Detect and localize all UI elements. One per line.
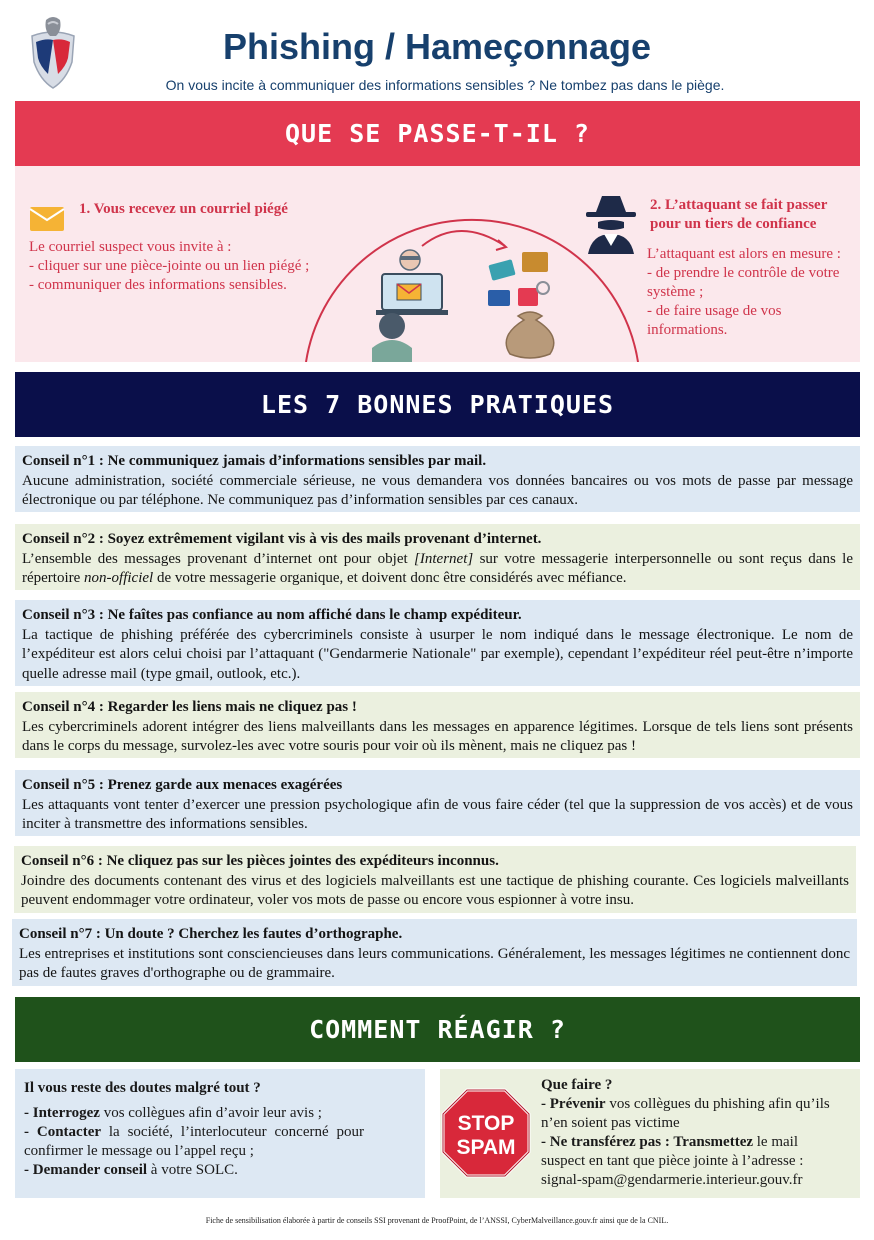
tip-heading: Conseil n°1 : Ne communiquez jamais d’informations sensibles par mail. (22, 453, 487, 469)
tip-heading: Conseil n°4 : Regarder les liens mais ne cliquez pas ! (22, 699, 357, 715)
tip-card-3 (15, 600, 860, 686)
tip-body: Les cybercriminels adorent intégrer des liens malveillants dans les messages en apparence légitimes. Lorsque de tels liens sont présents dans le corps du message, survolez-les avec votre souris pour voir où ils mènent, mais ne cliquez pas ! (22, 718, 853, 754)
tip-card-1 (15, 446, 860, 512)
doubts-item-contact: - Contacter la société, l’interlocuteur concerné pour confirmer le message ou l’appel reçu ; (24, 1124, 365, 1159)
tip-heading: Conseil n°2 : Soyez extrêmement vigilant vis à vis des mails provenant d’internet. (22, 531, 542, 547)
tip-body: Joindre des documents contenant des virus et des logiciels malveillants est une tactique de phishing courante. Ces logiciels malveillants peuvent endommager votre ordinateur, voler vos mots de passe ou encore vous espionner à votre insu. (21, 872, 849, 908)
tip-body: Les attaquants vont tenter d’exercer une pression psychologique afin de vous faire céder (tel que la suppression de vos accès) et de vous inciter à transmettre des informations sensibles. (22, 796, 853, 832)
tip-body: Aucune administration, société commerciale sérieuse, ne vous demandera vos données bancaires ou vos mots de passe par message électronique ou par téléphone. Ne communiquez pas d’information sensibles par ces canaux. (22, 472, 853, 508)
envelope-icon (29, 206, 65, 232)
what-to-do-title: Que faire ? (541, 1077, 613, 1093)
what-to-do-forward: - Ne transférez pas : Transmettez le mail suspect en tant que pièce jointe à l’adresse : (541, 1134, 804, 1169)
page-subtitle: On vous incite à communiquer des informations sensibles ? Ne tombez pas dans le piège. (165, 77, 725, 93)
banner-what-happens: QUE SE PASSE-T-IL ? (15, 101, 860, 166)
stop-spam-icon (441, 1088, 531, 1178)
page-title: Phishing / Hameçonnage (222, 26, 652, 67)
hacker-icon (582, 194, 640, 254)
tip-body: L’ensemble des messages provenant d’internet ont pour objet [Internet] sur votre messagerie interpersonnelle ou sont reçus dans le répertoire non-officiel de votre messagerie organique, et doivent donc être considérés avec méfiance. (22, 550, 854, 586)
tip-card-4 (15, 692, 860, 758)
step2-body: L’attaquant est alors en mesure : - de prendre le contrôle de votre système ; - de faire usage de vos informations. (647, 246, 841, 338)
banner-how-to-react: COMMENT RÉAGIR ? (15, 997, 860, 1062)
tip-heading: Conseil n°6 : Ne cliquez pas sur les pièces jointes des expéditeurs inconnus. (21, 853, 499, 869)
svg-text:STOP: STOP (457, 1112, 515, 1135)
tip-body: La tactique de phishing préférée des cybercriminels consiste à usurper le nom indiqué dans le message électronique. Le nom de l’expéditeur est alors celui choisi par l’attaquant ("Gendarmerie Nationale" par exemple), cependant l’expéditeur réel peut-être n’importe quelle adresse mail (type gmail, outlook, etc.). (22, 626, 853, 682)
what-to-do-warn: - Prévenir vos collègues du phishing afin qu’ils n’en soient pas victime (541, 1096, 830, 1131)
what-to-do-text (541, 1076, 841, 1190)
tip-heading: Conseil n°3 : Ne faîtes pas confiance au nom affiché dans le champ expéditeur. (22, 607, 522, 623)
doubts-panel (15, 1069, 425, 1198)
tip-heading: Conseil n°7 : Un doute ? Cherchez les fautes d’orthographe. (19, 926, 403, 942)
banner-best-practices: LES 7 BONNES PRATIQUES (15, 372, 860, 437)
tip-card-7 (12, 919, 857, 986)
doubts-item-advice: - Demander conseil à votre SOLC. (24, 1162, 238, 1178)
tip-card-6 (14, 846, 856, 913)
doubts-item-ask: - Interrogez vos collègues afin d’avoir leur avis ; (24, 1105, 322, 1121)
step2-title: 2. L’attaquant se fait passer pour un tiers de confiance (650, 197, 828, 232)
tip-heading: Conseil n°5 : Prenez garde aux menaces exagérées (22, 777, 343, 793)
doubts-title: Il vous reste des doutes malgré tout ? (24, 1080, 261, 1096)
tip-card-2 (15, 524, 860, 590)
svg-text:SPAM: SPAM (456, 1136, 516, 1159)
tip-body: Les entreprises et institutions sont consciencieuses dans leurs communications. Généralement, les messages légitimes ne contiennent donc pas de fautes graves d'orthographe ou de grammaire. (19, 945, 850, 981)
tip-card-5 (15, 770, 860, 836)
step1-title: 1. Vous recevez un courriel piégé (79, 201, 288, 217)
step1-body: Le courriel suspect vous invite à : - cliquer sur une pièce-jointe ou un lien piégé ; - communiquer des informations sensibles. (29, 239, 310, 293)
report-email: signal-spam@gendarmerie.interieur.gouv.fr (541, 1172, 803, 1188)
footer-credits: Fiche de sensibilisation élaborée à partir de conseils SSI provenant de ProofPoint, de l’ANSSI, CyberMalveillance.gouv.fr ainsi que de la CNIL. (205, 1216, 669, 1225)
